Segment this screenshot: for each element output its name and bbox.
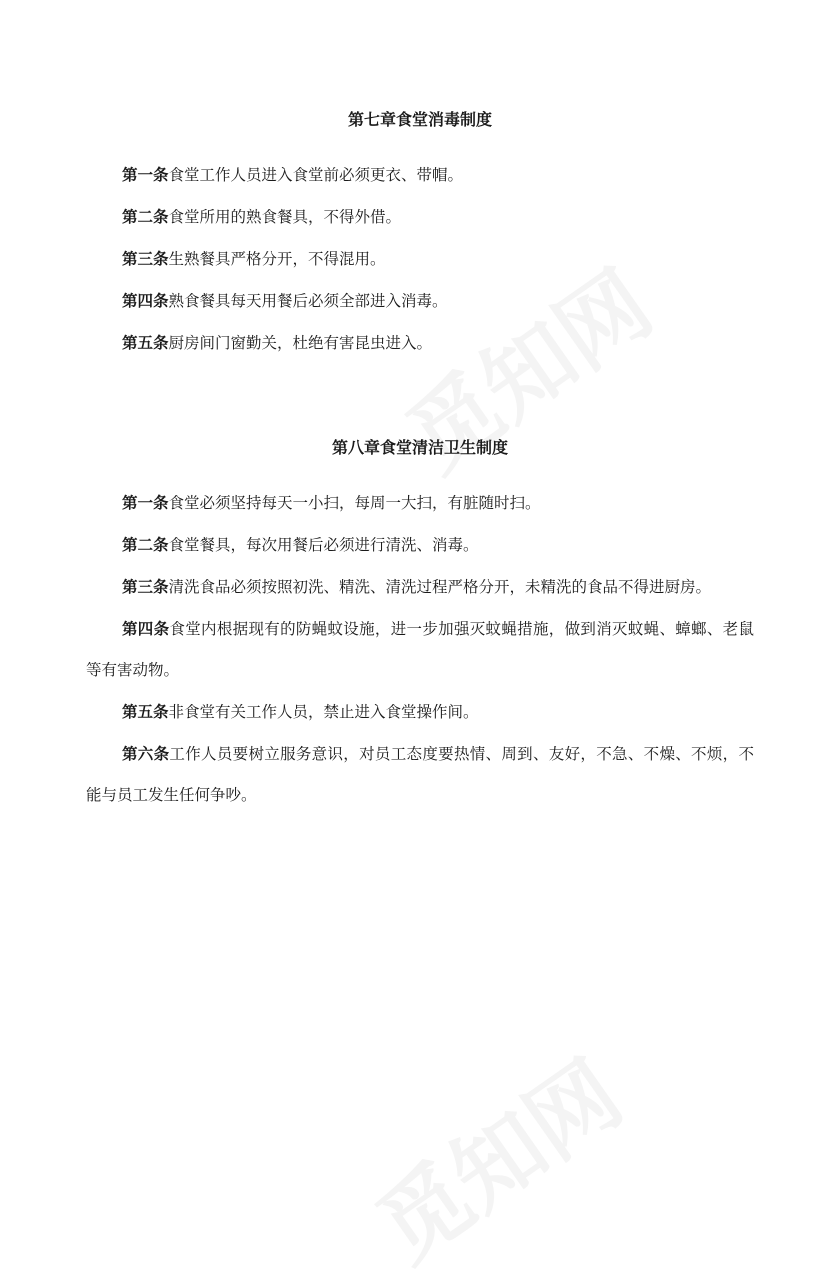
article-text: 食堂内根据现有的防蝇蚊设施，进一步加强灭蚊蝇措施，做到消灭蚊蝇、蟑螂、老鼠等有害动物。 [86,620,754,679]
article-number: 第三条 [122,249,169,268]
article [86,322,754,364]
article-number: 第一条 [122,165,169,184]
article [86,238,754,280]
chapter-title: 第七章食堂消毒制度 [347,110,492,129]
article-number: 第四条 [122,619,170,638]
article [86,196,754,238]
article-text: 食堂必须坚持每天一小扫，每周一大扫，有脏随时扫。 [168,494,541,512]
article-number: 第六条 [122,744,170,763]
article-text: 工作人员要树立服务意识，对员工态度要热情、周到、友好，不急、不燥、不烦，不能与员工发生任何争吵。 [86,745,754,804]
article-text: 厨房间门窗勤关，杜绝有害昆虫进入。 [168,334,433,352]
article-text: 清洗食品必须按照初洗、精洗、清洗过程严格分开，未精洗的食品不得进厨房。 [168,578,712,596]
article-text: 熟食餐具每天用餐后必须全部进入消毒。 [168,292,448,310]
article-text: 食堂餐具，每次用餐后必须进行清洗、消毒。 [168,536,479,554]
article [86,691,754,733]
article [86,733,754,816]
watermark [347,1024,643,1285]
article-text: 非食堂有关工作人员，禁止进入食堂操作间。 [168,703,479,721]
article [86,608,754,691]
article-number: 第三条 [122,577,169,596]
article-number: 第一条 [122,493,169,512]
article [86,524,754,566]
article [86,154,754,196]
article-text: 食堂所用的熟食餐具，不得外借。 [168,208,402,226]
article-number: 第二条 [122,535,169,554]
article [86,566,754,608]
chapter-title: 第八章食堂清洁卫生制度 [331,438,508,457]
article-number: 第四条 [122,291,169,310]
article-number: 第五条 [122,333,169,352]
article-number: 第二条 [122,207,169,226]
article [86,280,754,322]
article [86,482,754,524]
document-page [86,108,754,816]
article-text: 生熟餐具严格分开，不得混用。 [168,250,386,268]
article-text: 食堂工作人员进入食堂前必须更衣、带帽。 [168,166,464,184]
article-number: 第五条 [122,702,169,721]
